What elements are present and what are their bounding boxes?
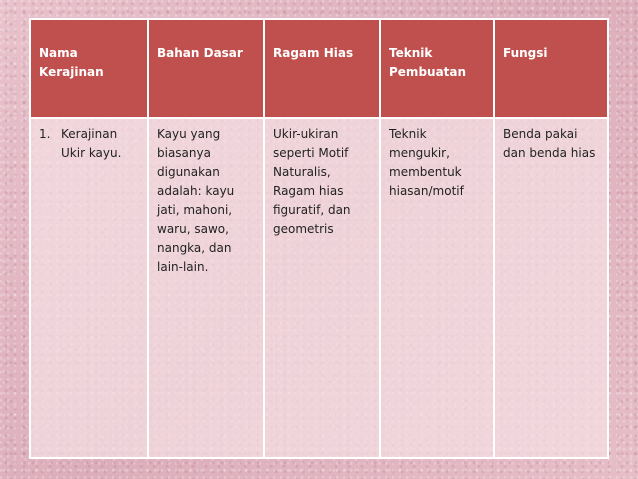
- header-teknik-pembuatan: [380, 19, 494, 118]
- header-label: Teknik Pembuatan: [389, 46, 467, 79]
- row-number: 1.: [39, 127, 51, 141]
- header-label: Nama Kerajinan: [39, 46, 104, 79]
- header-row: [30, 19, 608, 118]
- header-nama-kerajinan: [30, 19, 148, 118]
- cell-text: Benda pakai dan benda hias: [503, 127, 596, 160]
- crafts-table: [29, 18, 609, 459]
- table-row: [30, 118, 608, 458]
- cell-ragam-hias: [264, 118, 380, 458]
- cell-text: Kerajinan Ukir kayu.: [61, 127, 122, 160]
- cell-text: Ukir-ukiran seperti Motif Naturalis, Ragam hias figuratif, dan geometris: [273, 127, 351, 236]
- crafts-table-container: [29, 18, 607, 459]
- cell-nama-kerajinan: [30, 118, 148, 458]
- cell-bahan-dasar: [148, 118, 264, 458]
- header-ragam-hias: [264, 19, 380, 118]
- header-label: Bahan Dasar: [157, 46, 243, 60]
- numbered-item: [39, 125, 139, 163]
- cell-teknik-pembuatan: [380, 118, 494, 458]
- header-bahan-dasar: [148, 19, 264, 118]
- table-header: [30, 19, 608, 118]
- header-label: Ragam Hias: [273, 46, 354, 60]
- cell-fungsi: [494, 118, 608, 458]
- table-body: [30, 118, 608, 458]
- header-label: Fungsi: [503, 46, 548, 60]
- cell-text: Kayu yang biasanya digunakan adalah: kayu jati, mahoni, waru, sawo, nangka, dan lain-lain.: [157, 127, 235, 274]
- header-fungsi: [494, 19, 608, 118]
- cell-text: Teknik mengukir, membentuk hiasan/motif: [389, 127, 464, 198]
